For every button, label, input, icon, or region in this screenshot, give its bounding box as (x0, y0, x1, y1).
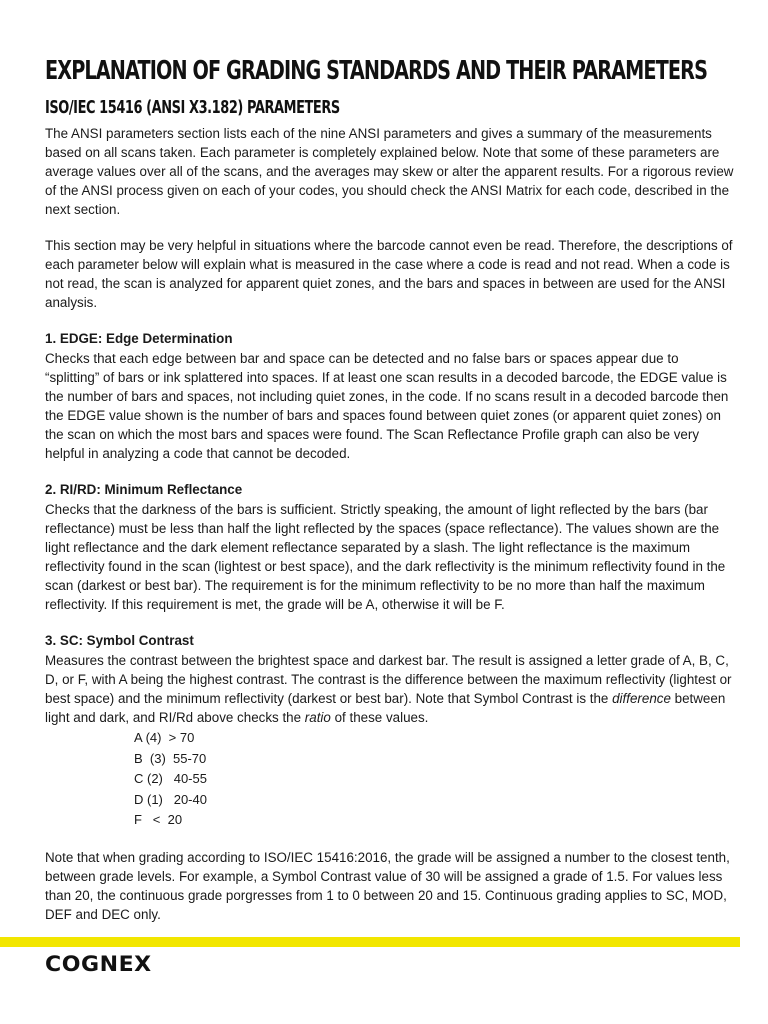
grade-item: F < 20 (134, 812, 183, 828)
emphasis-difference: difference (612, 691, 671, 706)
footer-accent-bar (0, 937, 740, 947)
grade-item: D (1) 20-40 (134, 791, 207, 807)
intro-paragraph-2: This section may be very helpful in situations where the barcode cannot even be read. Therefore, the descriptions of each parameter below will explain what is measured in the case where a code is read and not read. When a code is not read, the scan is analyzed for apparent quiet zones, and the bars and spaces in between are used for the ANSI analysis. (45, 238, 733, 310)
reflectance-paragraph: Checks that the darkness of the bars is sufficient. Strictly speaking, the amount of light reflected by the bars (bar reflectance) must be less than half the light reflected by the spaces (space reflectance). The values shown are the light reflectance and the dark element reflectance separated by a slash. The light reflectance is the maximum reflectivity found in the scan (lightest or best space), and the dark reflectivity is the minimum reflectivity found in the scan (darkest or best bar). The requirement is for the minimum reflectivity to be no more than half the maximum reflectivity. If this requirement is met, the grade will be A, otherwise it will be F. (45, 502, 726, 612)
grade-item: B (3) 55-70 (134, 750, 207, 766)
grading-note-paragraph: Note that when grading according to ISO/IEC 15416:2016, the grade will be assigned a number to the closest tenth, between grade levels. For example, a Symbol Contrast value of 30 will be assigned a grade of 1.5. For values less than 20, the continuous grade porgresses from 1 to 0 between 20 and 15. Continuous grading applies to SC, MOD, DEF and DEC only. (45, 850, 730, 922)
symbol-contrast-paragraph: Measures the contrast between the brightest space and darkest bar. The result is assigned a letter grade of A, B, C, D, or F, with A being the highest contrast. The contrast is the difference between the maximum reflectivity (lightest or best space) and the minimum reflectivity (darkest or best bar). Note that Symbol Contrast is the difference between light and dark, and RI/Rd above checks the ratio of these values. (45, 653, 732, 725)
emphasis-ratio: ratio (304, 710, 331, 725)
section-subtitle: ISO/IEC 15416 (ANSI X3.182) PARAMETERS (45, 97, 340, 118)
heading-symbol-contrast: 3. SC: Symbol Contrast (45, 633, 194, 648)
heading-minimum-reflectance: 2. RI/RD: Minimum Reflectance (45, 482, 243, 497)
page-title: EXPLANATION OF GRADING STANDARDS AND THEIR PARAMETERS (45, 56, 708, 86)
grade-item: C (2) 40-55 (134, 771, 207, 787)
cognex-logo: COGNEX (45, 952, 152, 976)
heading-edge: 1. EDGE: Edge Determination (45, 331, 233, 346)
intro-paragraph-1: The ANSI parameters section lists each of the nine ANSI parameters and gives a summary of the measurements based on all scans taken. Each parameter is completely explained below. Note that some of these parameters are average values over all of the scans, and the averages may skew or alter the apparent results. For a rigorous review of the ANSI process given on each of your codes, you should check the ANSI Matrix for each code, described in the next section. (45, 126, 734, 217)
edge-paragraph: Checks that each edge between bar and space can be detected and no false bars or spaces appear due to “splitting” of bars or ink splattered into spaces. If at least one scan results in a decoded barcode, the EDGE value is the number of bars and spaces, not including quiet zones, in the code. If no scans result in a decoded barcode then the EDGE value shown is the number of bars and spaces found between quiet zones (or apparent quiet zones) on the scan on which the most bars and spaces were found. The Scan Reflectance Profile graph can also be very helpful in analyzing a code that cannot be decoded. (45, 351, 729, 461)
grade-list (134, 728, 207, 831)
grade-item: A (4) > 70 (134, 730, 195, 745)
